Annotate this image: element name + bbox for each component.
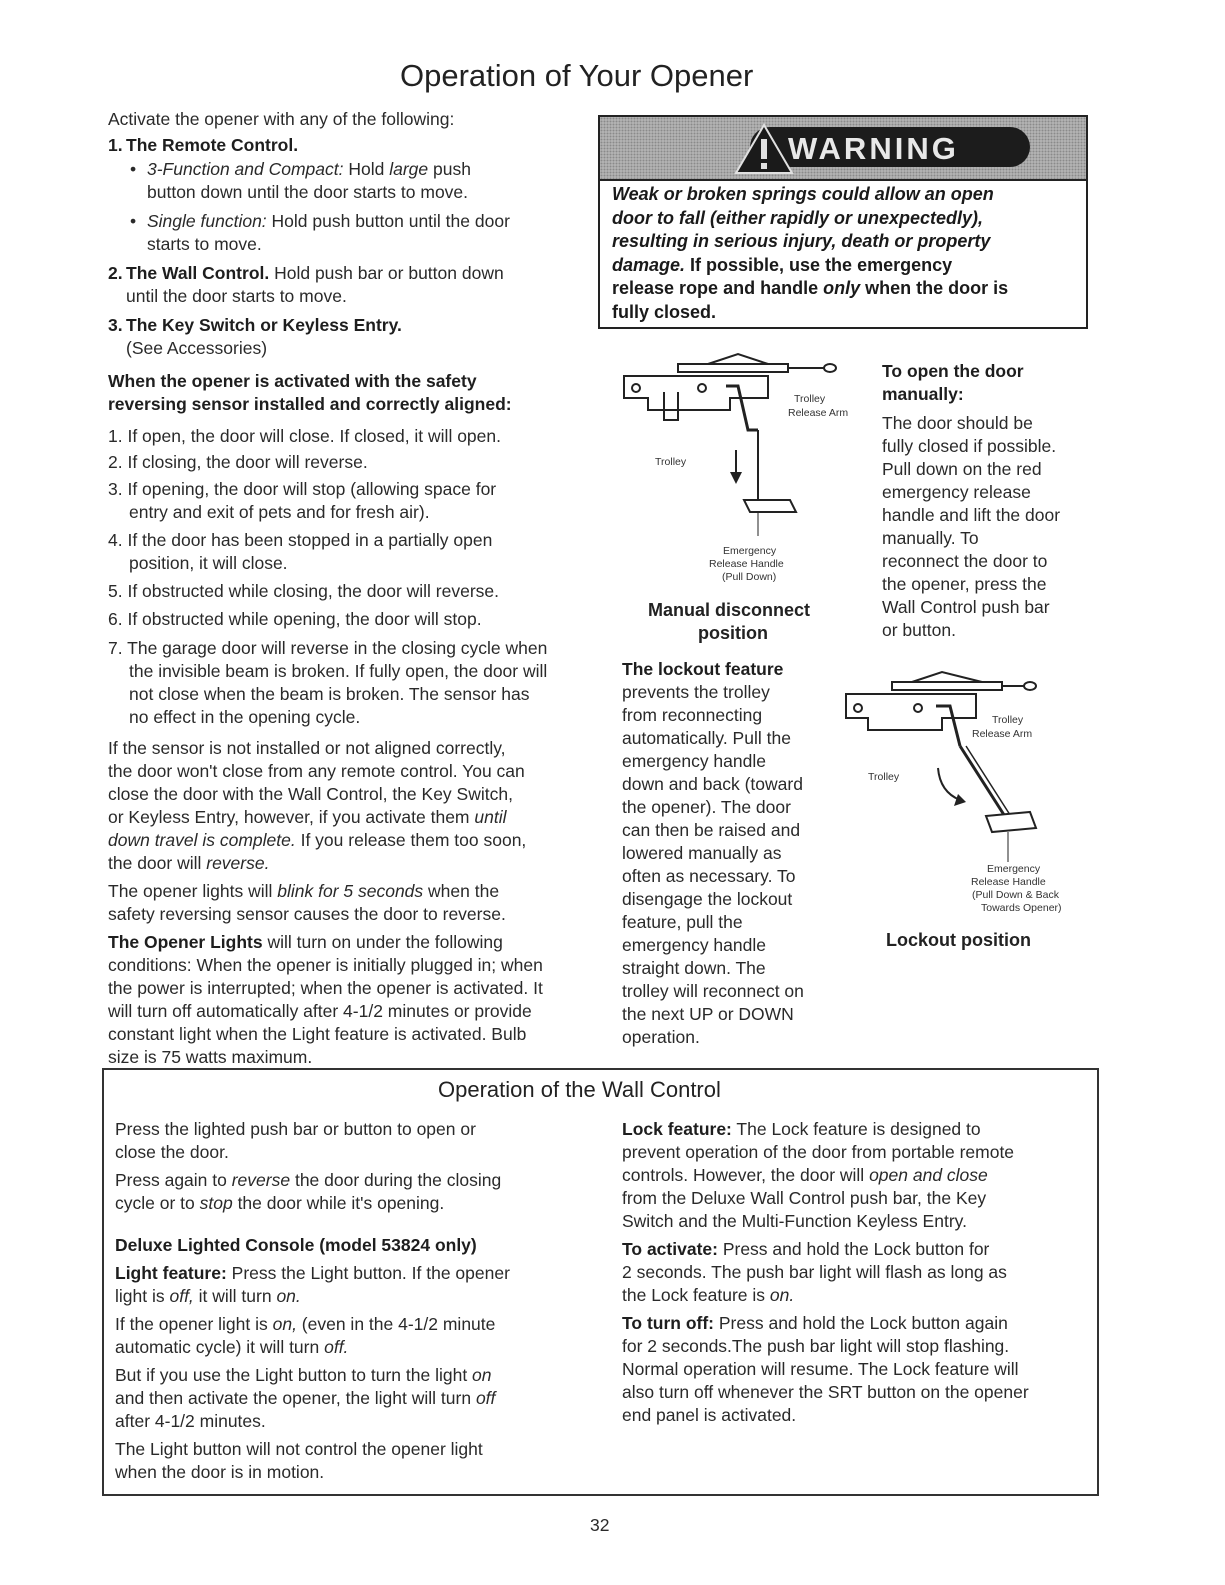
but-l2b: off (475, 1388, 496, 1408)
item3-line2: (See Accessories) (126, 338, 268, 358)
sensor-list-4: 4. If the door has been stopped in a partially open (108, 530, 493, 550)
manual-line-6: manually. To (882, 528, 979, 548)
item2-title: The Wall Control. (126, 263, 270, 283)
sensor-list-7c: not close when the beam is broken. The sensor has (129, 684, 530, 704)
lock-line-3 (622, 1164, 988, 1187)
warning-damage: damage. (612, 254, 686, 275)
lockout-line-6: the opener). The door (622, 797, 791, 817)
act-l3b: on. (769, 1285, 795, 1305)
para3-line5: constant light when the Light feature is activated. Bulb (108, 1024, 527, 1044)
lock-line-1 (622, 1118, 981, 1141)
fig2-trolley-release-1: Trolley (992, 714, 1024, 726)
manual-line-3: Pull down on the red (882, 459, 1042, 479)
manual-disconnect-illustration (618, 350, 858, 550)
lock-line-2: prevent operation of the door from portable remote (622, 1142, 1015, 1162)
off-line-2: for 2 seconds.The push bar light will stop flashing. (622, 1336, 1010, 1356)
lockout-line-2: from reconnecting (622, 705, 763, 725)
on-line-1 (115, 1313, 495, 1336)
warning-line3: resulting in serious injury, death or property (612, 231, 991, 251)
lockout-line-1: prevents the trolley (622, 682, 770, 702)
but-line-1 (115, 1364, 492, 1387)
act-l3a: the Lock feature is (622, 1285, 770, 1305)
fig1-trolley-release-1: Trolley (794, 393, 826, 405)
item1-number: 1. (108, 135, 123, 155)
sensor-heading-1: When the opener is activated with the safety (108, 371, 477, 391)
para1-reverse: reverse. (206, 853, 270, 873)
wall-l4c: the door while it's opening. (232, 1193, 445, 1213)
light-l2a: light is (115, 1286, 170, 1306)
para2-a: The opener lights will (108, 881, 278, 901)
warning-only: only (823, 278, 861, 298)
bullet1-text-a: Hold (343, 159, 390, 179)
bullet1-text-b: large (389, 159, 429, 179)
para3-line4: will turn off automatically after 4-1/2 minutes or provide (108, 1001, 532, 1021)
light-l2b: off, (169, 1286, 194, 1306)
lockout-line-11: feature, pull the (622, 912, 743, 932)
motion-line-1: The Light button will not control the opener light (115, 1439, 483, 1459)
lock-line-5: Switch and the Multi-Function Keyless Entry. (622, 1211, 967, 1231)
manual-line-4: emergency release (882, 482, 1031, 502)
bullet2-line2: starts to move. (147, 234, 262, 254)
wall-line-3 (115, 1169, 501, 1192)
fig2-handle-1: Emergency (987, 863, 1041, 875)
but-l1b: on (472, 1365, 492, 1385)
light-l2d: on. (276, 1286, 301, 1306)
intro-text: Activate the opener with any of the following: (108, 109, 455, 129)
para2-line2: safety reversing sensor causes the door to reverse. (108, 904, 506, 924)
but-line-3: after 4-1/2 minutes. (115, 1411, 266, 1431)
off-line-3: Normal operation will resume. The Lock feature will (622, 1359, 1019, 1379)
fig1-caption-2: position (698, 623, 768, 643)
fig2-handle-2: Release Handle (971, 876, 1046, 888)
manual-line-8: the opener, press the (882, 574, 1047, 594)
lockout-line-9: often as necessary. To (622, 866, 796, 886)
sensor-heading-2: reversing sensor installed and correctly aligned: (108, 394, 512, 414)
wall-line-4 (115, 1192, 444, 1215)
manual-heading-2: manually: (882, 384, 964, 404)
lock-line-4: from the Deluxe Wall Control push bar, the Key (622, 1188, 987, 1208)
bullet1-line2: button down until the door starts to move. (147, 182, 469, 202)
lockout-line-14: trolley will reconnect on (622, 981, 804, 1001)
bullet2-dot: • (130, 211, 137, 231)
manual-heading-1: To open the door (882, 361, 1024, 381)
warning-line2: door to fall (either rapidly or unexpectedly), (612, 207, 984, 228)
para1-line3: close the door with the Wall Control, the Key Switch, (108, 784, 513, 804)
para1-down-travel: down travel is complete. (108, 830, 296, 850)
para1-line1: If the sensor is not installed or not aligned correctly, (108, 738, 506, 758)
wall-l3a: Press again to (115, 1170, 232, 1190)
off-l1: Press and hold the Lock button again (714, 1313, 1008, 1333)
warning-line4 (612, 254, 1076, 278)
warning-triangle-icon (734, 123, 794, 175)
light-line-1 (115, 1262, 510, 1285)
manual-line-9: Wall Control push bar (882, 597, 1050, 617)
manual-line-2: fully closed if possible. (882, 436, 1057, 456)
para3-line6: size is 75 watts maximum. (108, 1047, 313, 1067)
lockout-line-3: automatically. Pull the (622, 728, 791, 748)
sensor-list-5: 5. If obstructed while closing, the door will reverse. (108, 581, 500, 601)
sensor-list-6: 6. If obstructed while opening, the door will stop. (108, 609, 482, 629)
warning-line1: Weak or broken springs could allow an open (612, 184, 994, 204)
fig1-handle-2: Release Handle (709, 558, 784, 570)
wall-control-title: Operation of the Wall Control (438, 1077, 721, 1102)
on-l1b: on, (272, 1314, 297, 1334)
manual-line-10: or button. (882, 620, 956, 640)
fig1-handle-1: Emergency (723, 545, 777, 557)
lock-l1: The Lock feature is designed to (731, 1119, 981, 1139)
lockout-line-7: can then be raised and (622, 820, 801, 840)
off-line-4: also turn off whenever the SRT button on the opener (622, 1382, 1029, 1402)
light-text: Press the Light button. If the opener (226, 1263, 510, 1283)
light-l2c: it will turn (193, 1286, 277, 1306)
warning-line5-a: release rope and handle (612, 278, 824, 298)
para2-blink: blink for 5 seconds (277, 881, 424, 901)
fig2-trolley-release-2: Release Arm (972, 728, 1033, 740)
fig2-handle-3: (Pull Down & Back (972, 889, 1059, 901)
manual-line-7: reconnect the door to (882, 551, 1048, 571)
warning-line4-rest: If possible, use the emergency (685, 254, 953, 275)
act-line-1 (622, 1238, 989, 1261)
item2-line2: until the door starts to move. (126, 286, 347, 306)
para1-line5 (108, 829, 526, 852)
act-line-2: 2 seconds. The push bar light will flash as long as (622, 1262, 1007, 1282)
sensor-list-7b: the invisible beam is broken. If fully open, the door will (129, 661, 548, 681)
lock-bold: Lock feature: (622, 1119, 732, 1139)
lockout-illustration (842, 668, 1052, 868)
bullet1-text-c: push (428, 159, 471, 179)
lockout-line-4: emergency handle (622, 751, 766, 771)
lockout-heading: The lockout feature (622, 659, 784, 679)
on-line-2 (115, 1336, 348, 1359)
lockout-line-12: emergency handle (622, 935, 766, 955)
on-l2b: off. (324, 1337, 349, 1357)
para3-text: will turn on under the following (262, 932, 503, 952)
light-bold: Light feature: (115, 1263, 227, 1283)
para3-line3: the power is interrupted; when the opener is activated. It (108, 978, 543, 998)
item2-number: 2. (108, 263, 123, 283)
warning-text (612, 183, 1076, 324)
item2-line1 (126, 262, 504, 285)
item1-title: The Remote Control. (126, 135, 299, 155)
wall-l4a: cycle or to (115, 1193, 200, 1213)
but-line-2 (115, 1387, 495, 1410)
para3-line1 (108, 931, 503, 954)
item3-title: The Key Switch or Keyless Entry. (126, 315, 402, 335)
but-l2a: and then activate the opener, the light will turn (115, 1388, 476, 1408)
fig1-caption-1: Manual disconnect (648, 600, 811, 620)
off-line-1 (622, 1312, 1008, 1335)
lock-l3b: open and close (869, 1165, 988, 1185)
deluxe-heading: Deluxe Lighted Console (model 53824 only) (115, 1235, 477, 1255)
act-line-3 (622, 1284, 794, 1307)
bullet2-text: Hold push button until the door (266, 211, 510, 231)
lock-l3a: controls. However, the door will (622, 1165, 870, 1185)
para1-line2: the door won't close from any remote control. You can (108, 761, 525, 781)
sensor-list-7: 7. The garage door will reverse in the closing cycle when (108, 638, 548, 658)
para2-c: when the (423, 881, 500, 901)
manual-line-1: The door should be (882, 413, 1033, 433)
motion-line-2: when the door is in motion. (115, 1462, 325, 1482)
warning-line6: fully closed. (612, 301, 717, 322)
para1-until: until (474, 807, 507, 827)
warning-header (600, 117, 1086, 181)
lockout-line-13: straight down. The (622, 958, 766, 978)
off-line-5: end panel is activated. (622, 1405, 797, 1425)
page-title: Operation of Your Opener (400, 58, 754, 93)
sensor-list-2: 2. If closing, the door will reverse. (108, 452, 368, 472)
wall-l4b: stop (199, 1193, 233, 1213)
wall-l3c: the door during the closing (290, 1170, 502, 1190)
fig1-handle-3: (Pull Down) (722, 571, 777, 583)
lockout-line-8: lowered manually as (622, 843, 782, 863)
bullet2-bold: Single function: (147, 211, 267, 231)
para3-bold: The Opener Lights (108, 932, 263, 952)
off-bold: To turn off: (622, 1313, 714, 1333)
fig1-trolley: Trolley (655, 456, 687, 468)
fig2-handle-4: Towards Opener) (981, 902, 1062, 914)
on-l2a: automatic cycle) it will turn (115, 1337, 325, 1357)
but-l1a: But if you use the Light button to turn the light (115, 1365, 473, 1385)
wall-l3b: reverse (231, 1170, 291, 1190)
lockout-line-5: down and back (toward (622, 774, 803, 794)
lockout-line-10: disengage the lockout (622, 889, 793, 909)
bullet1-bold: 3-Function and Compact: (147, 159, 344, 179)
act-l1: Press and hold the Lock button for (717, 1239, 990, 1259)
on-l1c: (even in the 4-1/2 minute (296, 1314, 496, 1334)
bullet1-dot: • (130, 159, 137, 179)
item3-number: 3. (108, 315, 123, 335)
warning-line5-b: when the door is (860, 278, 1009, 298)
para1-line5-text: If you release them too soon, (295, 830, 527, 850)
wall-line-1: Press the lighted push bar or button to open or (115, 1119, 476, 1139)
light-line-2 (115, 1285, 301, 1308)
para3-line2: conditions: When the opener is initially plugged in; when (108, 955, 543, 975)
lockout-line-15: the next UP or DOWN (622, 1004, 794, 1024)
on-l1a: If the opener light is (115, 1314, 273, 1334)
page-number: 32 (590, 1515, 610, 1535)
warning-line5 (612, 277, 1076, 301)
para1-line6 (108, 852, 269, 875)
fig1-trolley-release-2: Release Arm (788, 407, 849, 419)
para1-line4 (108, 806, 506, 829)
para1-line4-text: or Keyless Entry, however, if you activate them (108, 807, 475, 827)
warning-word: WARNING (788, 131, 959, 166)
manual-line-5: handle and lift the door (882, 505, 1061, 525)
fig2-caption: Lockout position (886, 930, 1031, 950)
warning-box (598, 115, 1088, 329)
bullet1-line1 (147, 158, 471, 181)
sensor-list-3: 3. If opening, the door will stop (allowing space for (108, 479, 497, 499)
para2-line1 (108, 880, 499, 903)
item2-text: Hold push bar or button down (269, 263, 504, 283)
sensor-list-1: 1. If open, the door will close. If closed, it will open. (108, 426, 501, 446)
sensor-list-4b: position, it will close. (129, 553, 288, 573)
act-bold: To activate: (622, 1239, 718, 1259)
wall-line-2: close the door. (115, 1142, 229, 1162)
fig2-trolley: Trolley (868, 771, 900, 783)
bullet2-line1 (147, 210, 510, 233)
para1-line6-text: the door will (108, 853, 207, 873)
sensor-list-7d: no effect in the opening cycle. (129, 707, 361, 727)
sensor-list-3b: entry and exit of pets and for fresh air). (129, 502, 430, 522)
lockout-line-16: operation. (622, 1027, 700, 1047)
